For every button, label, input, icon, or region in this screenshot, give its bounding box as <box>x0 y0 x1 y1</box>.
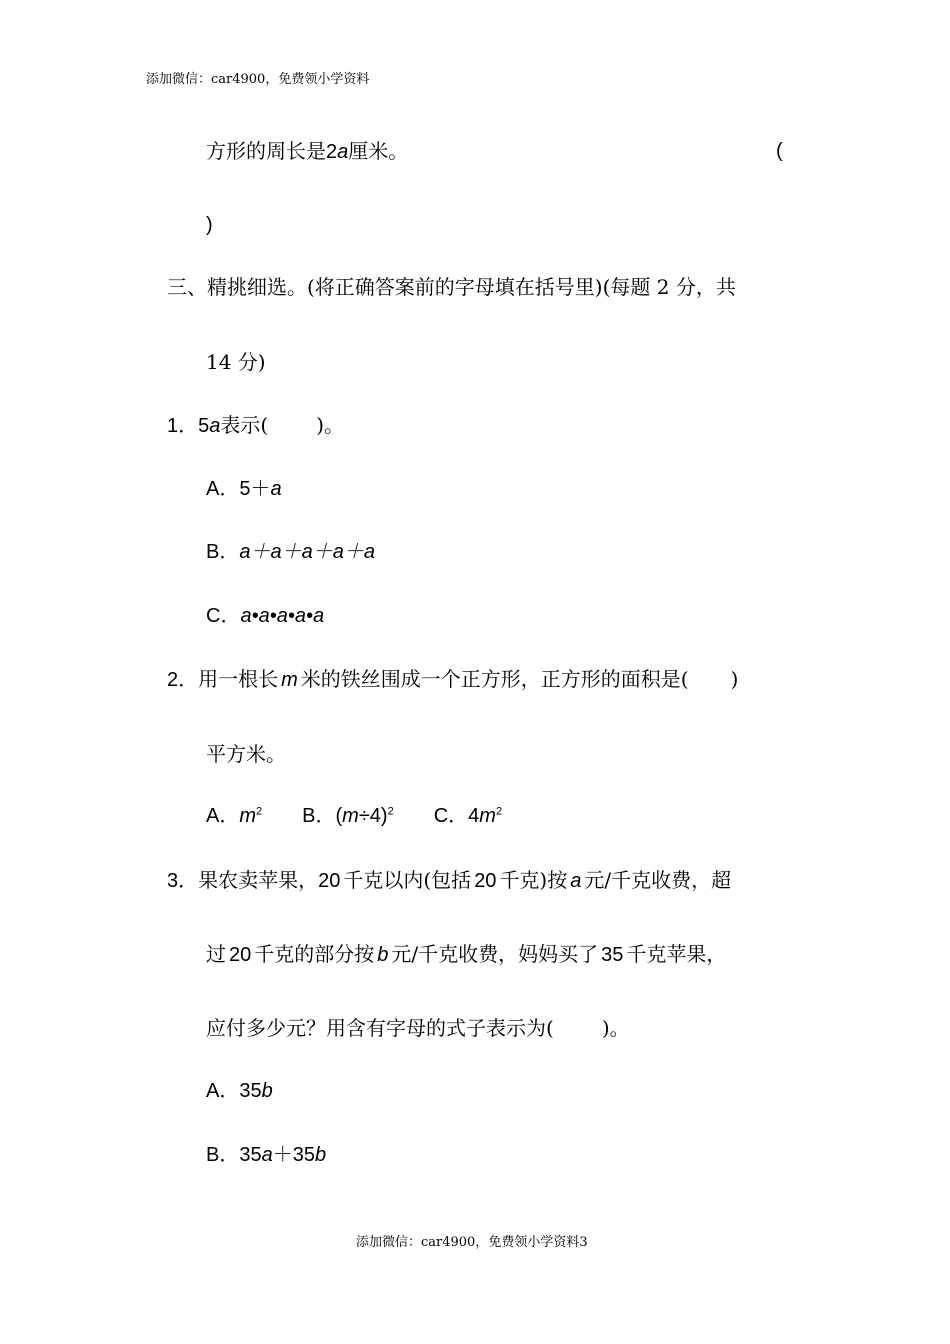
q2-num: 2． <box>167 669 199 691</box>
page-header: 添加微信：car4900，免费领小学资料 <box>146 72 370 87</box>
q3-b-label: B． <box>206 1144 240 1166</box>
q1-coef: 5 <box>198 415 210 437</box>
q2-b-var: m <box>342 805 359 827</box>
section-title-cont: 14 分) <box>206 350 266 374</box>
q1-close: )。 <box>316 413 344 437</box>
q3-l1-b: 20 <box>318 870 341 892</box>
question-3-line3 <box>206 1014 630 1042</box>
q3-option-b[interactable] <box>206 1141 326 1169</box>
q3-l2-c: 千克的部分按 <box>254 942 375 966</box>
q3-l2-d: 元/千克收费，妈妈买了 <box>391 942 599 966</box>
q1-var: a <box>209 415 221 437</box>
q2-stem-after: 米的铁丝围成一个正方形，正方形的面积是( <box>300 667 689 691</box>
q3-b-plus: ＋35 <box>272 1144 315 1166</box>
prev-var: a <box>337 141 349 163</box>
question-2 <box>167 665 738 694</box>
q1-stem: 表示( <box>220 413 269 437</box>
prev-num: 2 <box>326 141 338 163</box>
q3-l1-a: 果农卖苹果， <box>198 868 319 892</box>
q2-var: m <box>281 669 298 691</box>
page-footer: 添加微信：car4900，免费领小学资料3 <box>356 1235 588 1250</box>
q2-a-exp: 2 <box>256 805 263 818</box>
q1-b-expr: a＋a＋a＋a＋a <box>239 541 375 563</box>
q2-option-b[interactable] <box>302 805 394 827</box>
q2-c-exp: 2 <box>495 805 503 818</box>
prev-text: 方形的周长是 <box>206 139 326 163</box>
q2-b-label: B． <box>302 805 336 827</box>
q1-c-label: C． <box>206 605 241 627</box>
q1-option-c[interactable] <box>206 602 324 630</box>
prev-after: 厘米。 <box>348 139 409 163</box>
q2-a-var: m <box>239 805 257 827</box>
q3-l1-e: 千克)按 <box>499 868 568 892</box>
q3-a-label: A． <box>206 1080 240 1102</box>
answer-open-paren[interactable]: ( <box>776 140 783 162</box>
q3-l1-var: a <box>570 870 582 892</box>
question-2-cont: 平方米。 <box>206 742 286 766</box>
q3-l3-b: )。 <box>601 1016 630 1040</box>
q2-c-var: m <box>479 805 496 827</box>
question-1 <box>167 411 344 440</box>
q3-option-a[interactable] <box>206 1077 273 1105</box>
q3-l2-f: 千克苹果， <box>626 942 727 966</box>
q3-b-num1: 35 <box>239 1144 262 1166</box>
q1-option-b[interactable] <box>206 538 375 566</box>
q3-l1-f: 元/千克收费，超 <box>584 868 732 892</box>
q1-c-expr: a•a•a•a•a <box>240 605 325 627</box>
section-title: 三、精挑细选。(将正确答案前的字母填在括号里)(每题 2 分，共 <box>167 275 736 299</box>
q2-option-c[interactable] <box>434 805 502 827</box>
q2-b-exp: 2 <box>387 805 394 818</box>
q1-b-label: B． <box>206 541 240 563</box>
q2-c-num: 4 <box>468 805 480 827</box>
q2-options <box>206 802 502 830</box>
answer-close-paren[interactable]: ) <box>206 214 213 236</box>
q1-option-a[interactable] <box>206 475 282 503</box>
q3-b-var2: b <box>314 1144 327 1166</box>
q3-num: 3． <box>167 870 199 892</box>
q2-option-a[interactable] <box>206 805 262 827</box>
question-3 <box>167 866 731 895</box>
q2-close: ) <box>730 667 739 691</box>
q2-stem-before: 用一根长 <box>198 667 279 691</box>
q1-a-label: A． <box>206 478 240 500</box>
q1-a-var: a <box>270 478 282 500</box>
q3-l1-d: 20 <box>474 870 497 892</box>
q3-l2-b: 20 <box>229 944 252 966</box>
q3-l2-a: 过 <box>206 942 226 966</box>
q3-b-var1: a <box>261 1144 273 1166</box>
prev-question-line <box>206 137 408 166</box>
question-3-line2 <box>206 940 726 969</box>
q3-l1-c: 千克以内(包括 <box>343 868 472 892</box>
q3-a-var: b <box>261 1080 273 1102</box>
q2-b-open: ( <box>335 805 343 827</box>
q2-a-label: A． <box>206 805 240 827</box>
q2-c-label: C． <box>433 805 469 827</box>
q3-l3-a: 应付多少元？用含有字母的式子表示为( <box>206 1016 554 1040</box>
q3-l2-e: 35 <box>601 944 624 966</box>
q1-a-num: 5＋ <box>239 478 271 500</box>
q3-l2-var: b <box>377 944 389 966</box>
q2-b-rest: ÷4) <box>358 805 388 827</box>
q3-a-num: 35 <box>239 1080 262 1102</box>
q1-num: 1． <box>167 415 199 437</box>
